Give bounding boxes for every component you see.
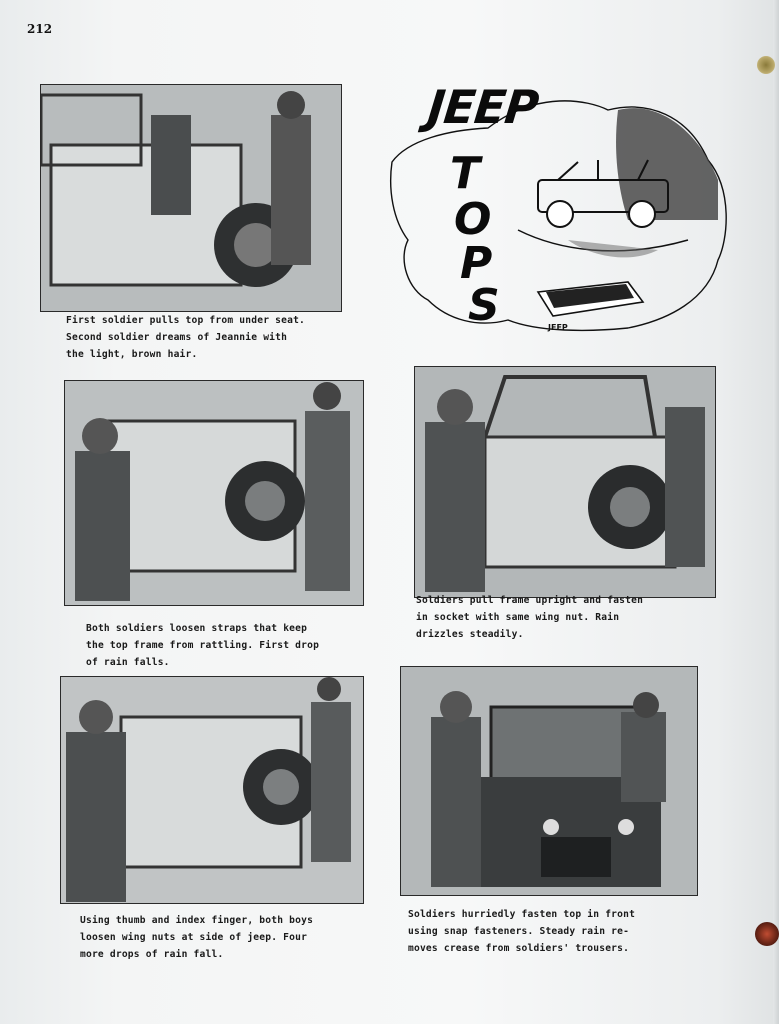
- title-letter-p: P: [460, 238, 493, 289]
- photo-panel-2: [64, 380, 364, 606]
- caption-line: in socket with same wing nut. Rain: [416, 612, 620, 623]
- caption-line: the light, brown hair.: [66, 349, 198, 360]
- photo-panel-5: [400, 666, 698, 896]
- caption-panel-3: [416, 592, 643, 643]
- caption-line: the top frame from rattling. First drop: [86, 640, 320, 651]
- binder-tab-icon: [755, 922, 779, 946]
- caption-line: using snap fasteners. Steady rain re-: [408, 926, 630, 937]
- title-letter-o: O: [454, 194, 492, 245]
- title-letter-t: T: [450, 148, 481, 199]
- caption-line: Both soldiers loosen straps that keep: [86, 623, 308, 634]
- caption-panel-2: [86, 620, 319, 671]
- caption-line: loosen wing nuts at side of jeep. Four: [80, 932, 308, 943]
- caption-line: Soldiers hurriedly fasten top in front: [408, 909, 636, 920]
- caption-line: First soldier pulls top from under seat.: [66, 315, 306, 326]
- caption-panel-5: [408, 906, 635, 957]
- photo-panel-1: [40, 84, 342, 312]
- jeep-tops-title-illustration: [388, 70, 733, 340]
- page-number: 212: [27, 22, 53, 36]
- photo-panel-4: [60, 676, 364, 904]
- caption-line: more drops of rain fall.: [80, 949, 224, 960]
- photo-panel-3: [414, 366, 716, 598]
- crate-drawing: [538, 282, 643, 332]
- crate-label: JEEP: [548, 323, 568, 332]
- caption-line: Using thumb and index finger, both boys: [80, 915, 314, 926]
- caption-line: Soldiers pull frame upright and fasten: [416, 595, 644, 606]
- caption-panel-4: [80, 912, 313, 963]
- page-edge-shadow: [773, 0, 779, 1024]
- caption-line: Second soldier dreams of Jeannie with: [66, 332, 288, 343]
- binder-hole-icon: [757, 56, 775, 74]
- caption-line: of rain falls.: [86, 657, 170, 668]
- title-jeep: JEEP: [425, 80, 541, 134]
- title-letter-s: S: [468, 280, 500, 331]
- caption-line: drizzles steadily.: [416, 629, 524, 640]
- caption-panel-1: [66, 312, 305, 363]
- caption-line: moves crease from soldiers' trousers.: [408, 943, 630, 954]
